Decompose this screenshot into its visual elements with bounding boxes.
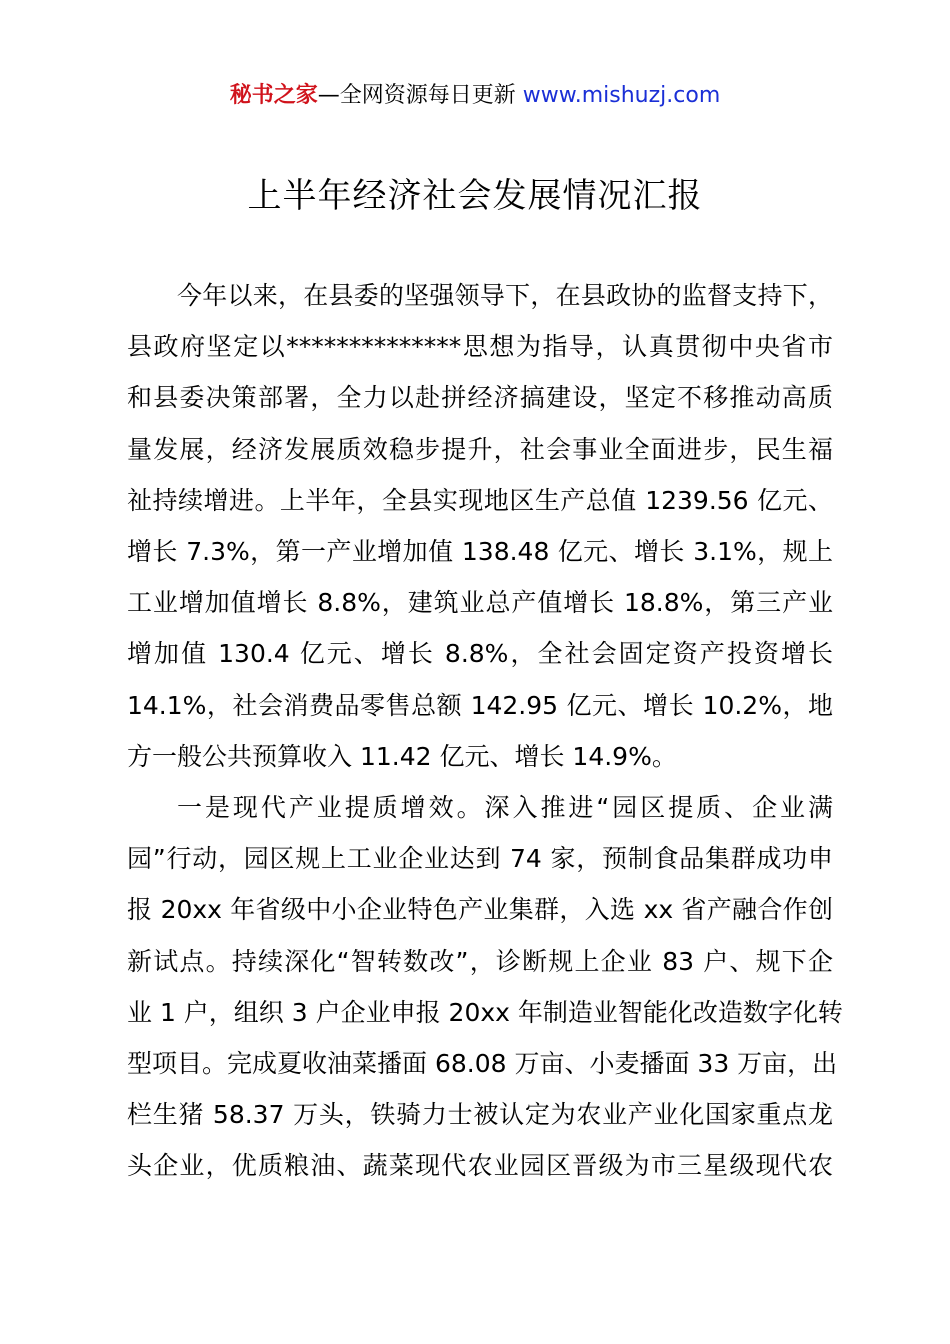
header-tagline: —全网资源每日更新 (317, 83, 516, 108)
text-line: 栏生猪 58.37 万头，铁骑力士被认定为农业产业化国家重点龙 (127, 1100, 833, 1130)
site-url-link[interactable]: www.mishuzj.com (522, 83, 721, 108)
text-line: 今年以来，在县委的坚强领导下，在县政协的监督支持下， (177, 281, 833, 310)
text-line: 方一般公共预算收入 11.42 亿元、增长 14.9%。 (127, 741, 677, 771)
text-line: 和县委决策部署，全力以赴拼经济搞建设，坚定不移推动高质 (127, 383, 833, 413)
text-line: 园”行动，园区规上工业企业达到 74 家，预制食品集群成功申 (127, 844, 833, 874)
text-line: 祉持续增进。上半年，全县实现地区生产总值 1239.56 亿元、 (127, 485, 833, 515)
site-header (0, 80, 950, 112)
document-body (127, 270, 843, 1192)
document-title: 上半年经济社会发展情况汇报 (247, 176, 703, 216)
brand-name: 秘书之家 (229, 83, 318, 108)
paragraph-industry (127, 782, 843, 1192)
text-line: 业 1 户，组织 3 户企业申报 20xx 年制造业智能化改造数字化转 (127, 997, 843, 1027)
text-line: 增加值 130.4 亿元、增长 8.8%，全社会固定资产投资增长 (127, 639, 833, 669)
text-line: 头企业，优质粮油、蔬菜现代农业园区晋级为市三星级现代农 (127, 1151, 833, 1181)
text-line: 县政府坚定以**************思想为指导，认真贯彻中央省市 (127, 332, 833, 362)
text-line: 报 20xx 年省级中小企业特色产业集群，入选 xx 省产融合作创 (127, 895, 833, 925)
text-line: 工业增加值增长 8.8%，建筑业总产值增长 18.8%，第三产业 (127, 588, 833, 618)
text-line: 增长 7.3%，第一产业增加值 138.48 亿元、增长 3.1%，规上 (127, 537, 833, 567)
text-line: 型项目。完成夏收油菜播面 68.08 万亩、小麦播面 33 万亩，出 (127, 1049, 838, 1079)
paragraph-intro (127, 270, 833, 782)
text-line: 新试点。持续深化“智转数改”，诊断规上企业 83 户、规下企 (127, 946, 833, 976)
text-line: 14.1%，社会消费品零售总额 142.95 亿元、增长 10.2%，地 (127, 690, 833, 720)
text-line: 量发展，经济发展质效稳步提升，社会事业全面进步，民生福 (127, 434, 833, 464)
text-line: 一是现代产业提质增效。深入推进“园区提质、企业满 (177, 793, 833, 823)
